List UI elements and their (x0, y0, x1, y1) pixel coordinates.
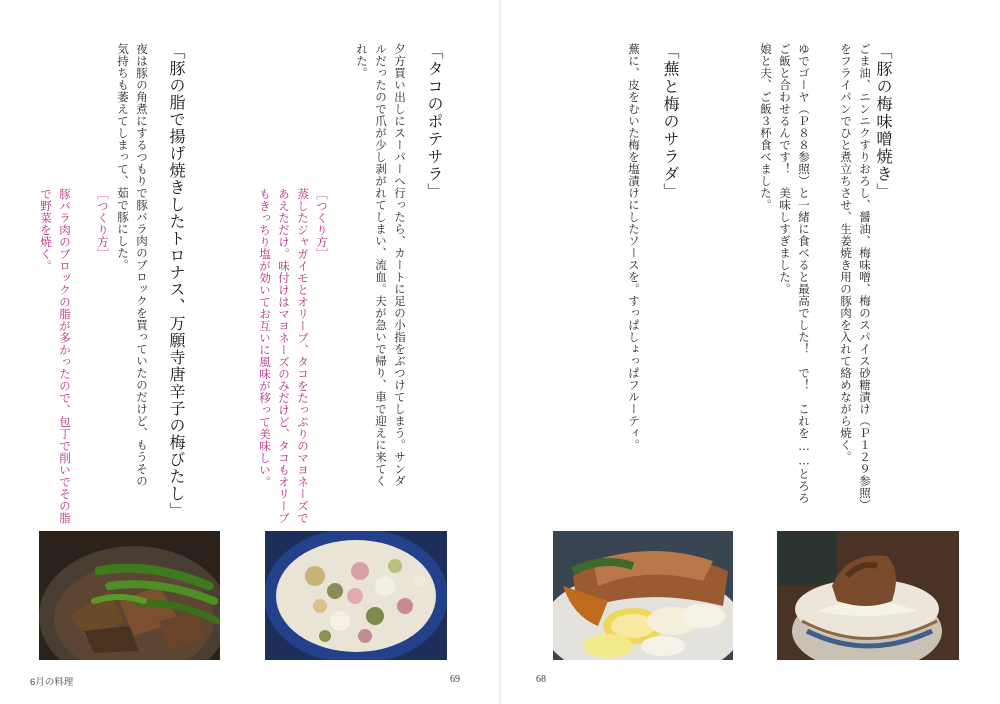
howto-line: もきっちり塩が効いてお互いに風味が移って美味しい。 (258, 188, 272, 488)
howto-line: で野菜を焼く。 (39, 188, 53, 272)
page-gutter (499, 0, 501, 704)
recipe-title-pork-fat: 「豚の脂で揚げ焼きしたトロナス、万願寺唐辛子の梅びたし」 (167, 43, 186, 519)
potato-salad-photo (265, 531, 447, 660)
recipe-body-line: れた。 (355, 43, 369, 79)
recipe-body-line: 娘と夫、ご飯３杯食べました。 (759, 43, 773, 211)
page-number-left: 69 (450, 674, 460, 685)
recipe-body-line: 夕方買い出しにスーパーへ行ったら、カートに足の小指をぶつけてしまう。サンダ (393, 43, 407, 487)
howto-line: 豚バラ肉のブロックの脂が多かったので、包丁で削いでその脂 (58, 188, 72, 524)
recipe-body-line: 夜は豚の角煮にするつもりで豚バラ肉のブロックを買っていたのだけど、もうその (135, 43, 149, 487)
turnip-salad-photo (553, 531, 733, 660)
page-number-right: 68 (536, 674, 546, 685)
recipe-body-line: ゆでゴーヤ（Ｐ８８参照）と一緒に食べると最高でした！ で！ これを……とろろ (797, 43, 811, 504)
recipe-body-line: をフライパンでひと煮立ちさせ、生姜焼き用の豚肉を入れて絡めながら焼く。 (839, 43, 853, 463)
recipe-title-octopus-potato: 「タコのポテサラ」 (425, 43, 444, 201)
howto-label: ［つくり方］ (96, 188, 110, 260)
recipe-title-turnip-salad: 「蕪と梅のサラダ」 (661, 43, 680, 201)
recipe-body-line: ルだったので爪が少し剥がれてしまい、流血。夫が急いで帰り、車で迎えに来てく (374, 43, 388, 487)
recipe-body-line: 蕪に、皮をむいた梅を塩漬けにしたソースを。すっぱしょっぱフルーティ。 (627, 43, 641, 451)
recipe-title-pork-miso: 「豚の梅味噌焼き」 (874, 43, 893, 201)
recipe-body-line: ご飯と合わせるんです！ 美味しすぎました。 (778, 43, 792, 295)
howto-line: あえただけ。味付けはマヨネーズのみだけど、タコもオリーブ (277, 188, 291, 524)
tororo-rice-bowl-photo (777, 531, 959, 660)
recipe-body-line: 気持ちも萎えてしまって、茹で豚にした。 (116, 43, 130, 271)
howto-label: ［つくり方］ (315, 188, 329, 260)
howto-line: 蒸したジャガイモとオリーブ、タコをたっぷりのマヨネーズで (296, 188, 310, 524)
eggplant-peppers-photo (39, 531, 220, 660)
section-footer: 6月の料理 (30, 677, 74, 688)
recipe-body-line: ごま油、ニンニクすりおろし、醤油、梅味噌、梅のスパイス砂糖漬け（Ｐ１２９参照） (858, 43, 872, 511)
